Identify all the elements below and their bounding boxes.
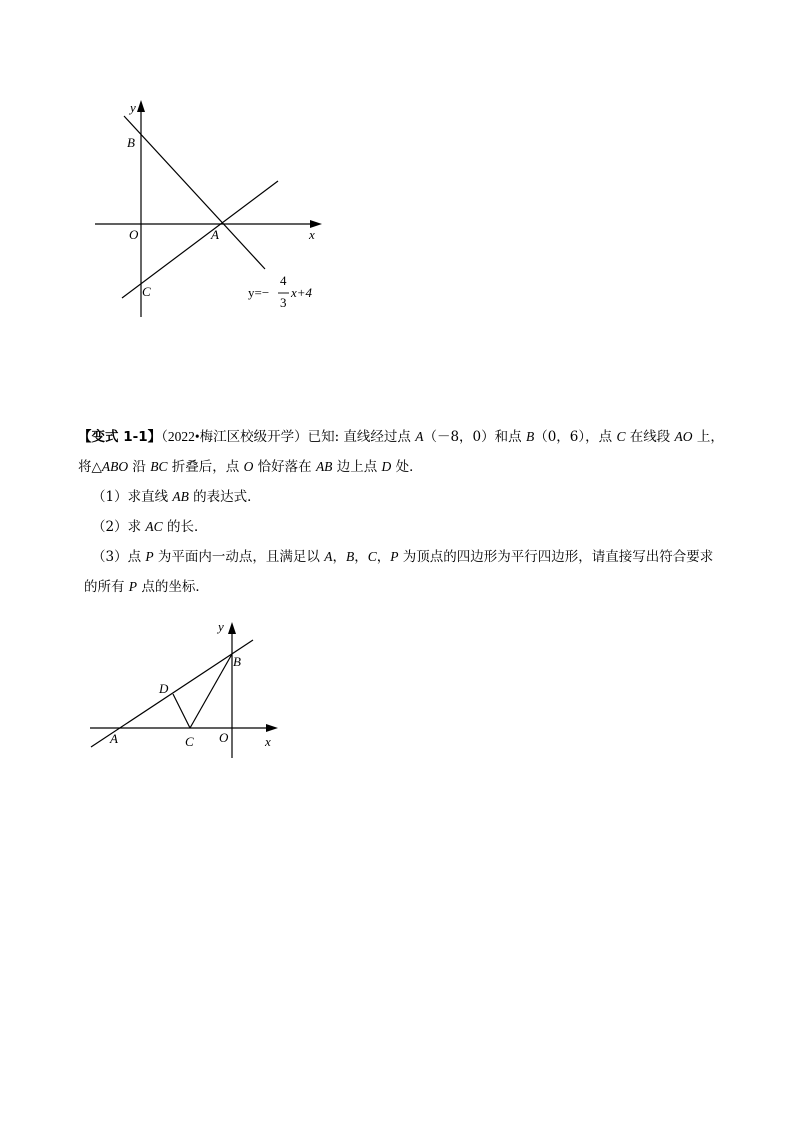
problem-text: [78, 422, 728, 602]
variant-tag: 【变式 1-1】: [78, 429, 162, 445]
equation-numerator: 4: [280, 273, 287, 288]
label-c: C: [185, 734, 194, 749]
segment-dc: [173, 694, 190, 728]
stem-text: 在线段: [625, 429, 675, 445]
problem-stem-line-1: [78, 422, 728, 452]
figure-1-graph: [90, 95, 340, 325]
coord-b: （0，6）: [534, 429, 586, 445]
segment-ao: AO: [674, 429, 693, 444]
label-c: C: [142, 284, 151, 299]
coord-a: （－8，0）: [423, 429, 495, 445]
point-b: B: [525, 429, 535, 444]
label-b: B: [127, 135, 135, 150]
figure-2-graph: [85, 615, 285, 765]
y-axis-arrow: [137, 100, 145, 112]
label-o: O: [129, 227, 139, 242]
segment-bc: BC: [150, 459, 168, 474]
question-3: （3）点 P 为平面内一动点，且满足以 A，B，C，P 为顶点的四边形为平行四边形，请直接写出符合要求: [92, 549, 714, 565]
triangle-abo: ABO: [101, 459, 129, 474]
line-equation: [248, 273, 313, 310]
stem-text: ，点: [585, 429, 617, 445]
problem-stem-line-2: [78, 452, 728, 482]
stem-text: 和点: [494, 429, 526, 445]
label-o: O: [219, 730, 229, 745]
problem-source: （2022•梅江区校级开学）: [161, 429, 308, 444]
label-y: y: [218, 619, 224, 634]
stem-text: 折叠后，点: [167, 459, 244, 475]
equation-rhs: x+4: [291, 285, 313, 300]
stem-text: 边上点: [332, 459, 382, 475]
label-x: x: [265, 734, 271, 749]
point-a: A: [415, 429, 424, 444]
question-1: （1）求直线 AB 的表达式．: [92, 489, 261, 505]
label-a: A: [211, 227, 219, 242]
label-d: D: [159, 681, 169, 696]
label-a: A: [110, 731, 118, 746]
label-x: x: [309, 227, 315, 242]
point-o: O: [243, 459, 254, 474]
segment-ab: AB: [315, 459, 333, 474]
question-3-continued: 的所有 P 点的坐标．: [84, 579, 209, 595]
stem-text: 处．: [391, 459, 423, 475]
label-y: y: [130, 100, 136, 115]
stem-text: 恰好落在: [253, 459, 316, 475]
stem-text: 沿: [128, 459, 151, 475]
stem-text: 上，: [692, 429, 724, 445]
x-axis-arrow: [266, 724, 278, 732]
stem-text: 将△: [78, 459, 102, 475]
equation-lhs: y=−: [248, 285, 270, 300]
y-axis-arrow: [228, 622, 236, 634]
point-c: C: [616, 429, 626, 444]
equation-denominator: 3: [280, 295, 287, 310]
label-b: B: [233, 654, 241, 669]
question-2: （2）求 AC 的长．: [92, 519, 208, 535]
point-d: D: [381, 459, 392, 474]
segment-bc: [190, 654, 232, 728]
line-ab: [124, 116, 265, 269]
stem-text: 已知: 直线经过点: [307, 429, 416, 445]
